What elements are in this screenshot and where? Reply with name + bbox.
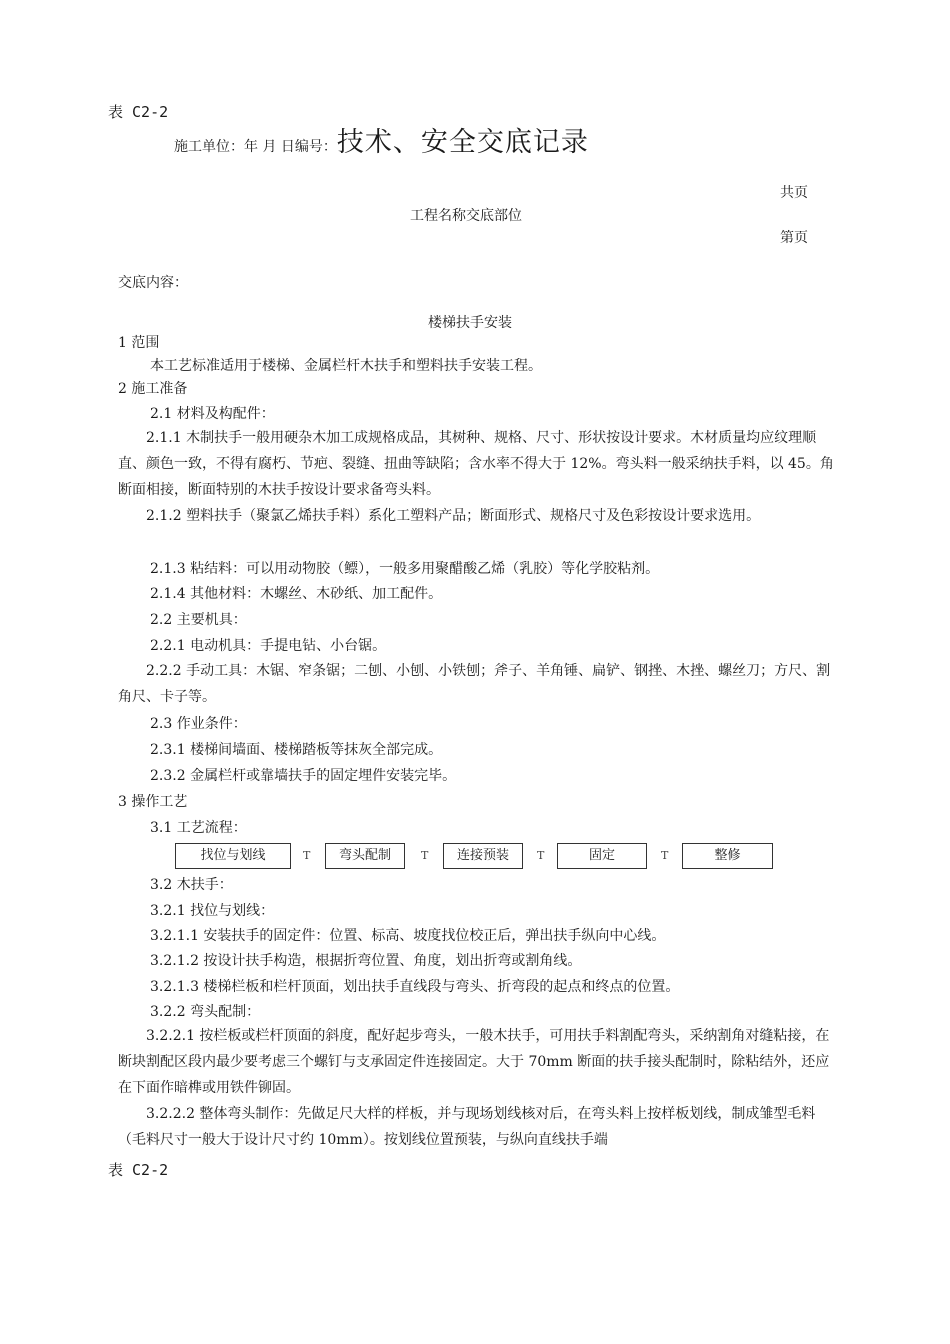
paragraph: 2.1.4 其他材料：木螺丝、木砂纸、加工配件。	[150, 586, 443, 602]
paragraph: 2.1.3 粘结料：可以用动物胶（鳔），一般多用聚醋酸乙烯（乳胶）等化学胶粘剂。	[150, 561, 660, 577]
flow-step-preassemble: 连接预装	[443, 843, 523, 869]
header-line	[174, 120, 589, 159]
flow-arrow-icon: T	[661, 849, 669, 862]
paragraph: 3.2.2.2 整体弯头制作：先做足尺大样的样板，并与现场划线核对后，在弯头料上按样板划线，制成雏型毛料（毛料尺寸一般大于设计尺寸约 10mm）。按划线位置预装，与纵向直线扶手端	[118, 1106, 816, 1148]
flow-arrow-icon: T	[537, 849, 545, 862]
flow-step-fix: 固定	[557, 843, 647, 869]
paragraph: 2.2.1 电动机具：手提电钻、小台锯。	[150, 638, 387, 654]
flow-step-finish: 整修	[682, 843, 773, 869]
page-title: 技术、安全交底记录	[336, 127, 589, 158]
paragraph: 2.2.2 手动工具：木锯、窄条锯；二刨、小刨、小铁刨；斧子、羊角锤、扁铲、钢挫、木挫、螺丝刀；方尺、割角尺、卡子等。	[118, 663, 831, 705]
subsection-heading: 3.2.1 找位与划线：	[150, 903, 275, 919]
subsection-heading: 3.2 木扶手：	[150, 877, 233, 893]
page-number: 第页	[780, 230, 808, 246]
project-name-row: 工程名称交底部位	[410, 208, 522, 224]
paragraph: 3.2.1.3 楼梯栏板和栏杆顶面，划出扶手直线段与弯头、折弯段的起点和终点的位置。	[150, 979, 680, 995]
paragraph: 2.1.1 木制扶手一般用硬杂木加工成规格成品，其树种、规格、尺寸、形状按设计要求。木材质量均应纹理顺直、颜色一致，不得有腐朽、节疤、裂缝、扭曲等缺陷；含水率不得大于 12%。弯头料一般采纳扶手料，以 45。角断面相接，断面特别的木扶手按设计要求备弯头料。	[118, 430, 834, 498]
section-heading: 2 施工准备	[118, 381, 188, 397]
paragraph: 2.3.1 楼梯间墙面、楼梯踏板等抹灰全部完成。	[150, 742, 443, 758]
paragraph: 3.2.1.1 安装扶手的固定件：位置、标高、坡度找位校正后，弹出扶手纵向中心线。	[150, 928, 666, 944]
subsection-heading: 3.1 工艺流程：	[150, 820, 247, 836]
flow-step-locate: 找位与划线	[175, 843, 291, 869]
paragraph: 2.1.2 塑料扶手（聚氯乙烯扶手料）系化工塑料产品；断面形式、规格尺寸及色彩按设计要求选用。	[146, 508, 761, 524]
flow-step-elbow: 弯头配制	[325, 843, 405, 869]
form-code: 表 C2-2	[108, 103, 169, 121]
footer-form-code: 表 C2-2	[108, 1161, 169, 1179]
flow-arrow-icon: T	[421, 849, 429, 862]
document-title: 楼梯扶手安装	[428, 315, 512, 331]
subsection-heading: 2.3 作业条件：	[150, 716, 247, 732]
total-pages: 共页	[780, 185, 808, 201]
subsection-heading: 2.2 主要机具：	[150, 612, 247, 628]
section-heading: 3 操作工艺	[118, 794, 188, 810]
paragraph: 2.3.2 金属栏杆或靠墙扶手的固定埋件安装完毕。	[150, 768, 457, 784]
header-fields: 施工单位：年 月 日编号：	[174, 139, 337, 155]
subsection-heading: 2.1 材料及构配件：	[150, 406, 275, 422]
paragraph: 3.2.1.2 按设计扶手构造，根据折弯位置、角度，划出折弯或割角线。	[150, 953, 582, 969]
flow-arrow-icon: T	[303, 849, 311, 862]
paragraph: 3.2.2.1 按栏板或栏杆顶面的斜度，配好起步弯头，一般木扶手，可用扶手料割配弯头，采纳割角对缝粘接，在断块割配区段内最少要考虑三个螺钉与支承固定件连接固定。大于 70mm 断面的扶手接头配制时，除粘结外，还应在下面作暗榫或用铁件铆固。	[118, 1028, 830, 1096]
content-label: 交底内容：	[118, 275, 188, 291]
section-heading: 1 范围	[118, 335, 160, 351]
subsection-heading: 3.2.2 弯头配制：	[150, 1004, 261, 1020]
paragraph: 本工艺标准适用于楼梯、金属栏杆木扶手和塑料扶手安装工程。	[150, 358, 542, 374]
